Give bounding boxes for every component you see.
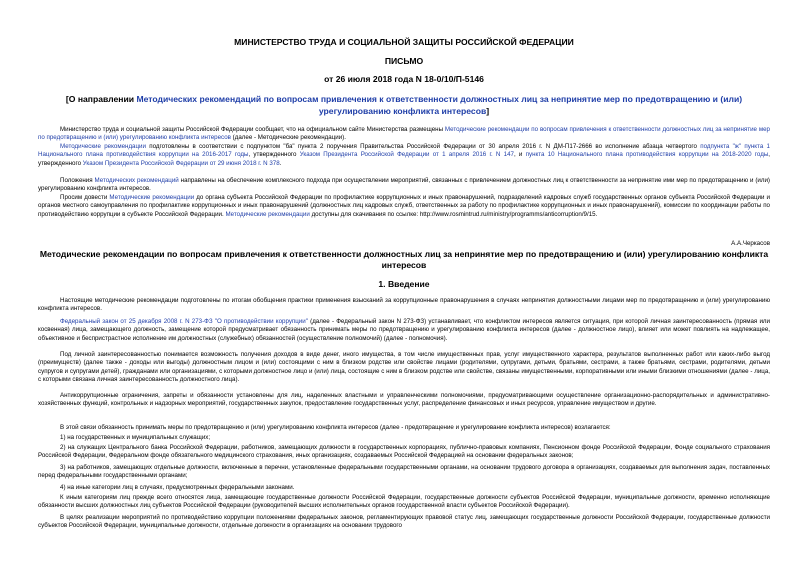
letter-paragraph-4 [38,194,770,219]
intro-paragraph-4: Антикоррупционные ограничения, запреты и обязанности установлены для лиц, наделенных властными и управленческими полномочиями, предусматривающими осуществление организационно-распорядительных и административно-хозяйственных функций, контрольных и надзорных мероприятий, государственных закупок, предоставление государственных услуг, распределение финансовых и иных ресурсов, управление имуществом и другие. [38,392,770,408]
recommendations-link[interactable]: Методических рекомендаций [94,177,179,184]
decree-378-link[interactable]: Указом Президента Российской Федерации от 29 июня 2018 г. N 378 [82,159,280,167]
text-run: Положения [60,177,95,184]
text-run: (далее - Федеральный закон N 273-ФЗ) устанавливает, что конфликтом интересов является ситуация, при которой личная заинтересованность (прямая или косвенная) лица, замещающего должность, замещение которой предусматривает обязанность принимать меры по предотвращению и урегулированию конфликта интересов (далее - должностное лицо), влияет или может повлиять на надлежащее, объективное и беспристрастное исполнение им должностных (служебных) обязанностей (осуществление полномочий) (далее - полномочия). [38,318,770,342]
signature: А.А.Черкасов [731,240,770,247]
recommendations-link[interactable]: Методические рекомендации [60,143,146,150]
list-item-4: 4) на иные категории лиц в случаях, предусмотренных федеральными законами. [60,484,295,491]
letter-paragraph-3 [38,177,770,194]
text-run: до органа субъекта Российской Федерации по профилактике коррупционных и иных правонарушений, подразделений кадровых служб государственных органов субъекта Российской Федерации и органов местного самоуправления по профилактике коррупционных и иных правонарушений (должностных лиц кадровых служб, ответственных за работу по профилактике коррупционных и иных правонарушений), комиссии по координации работы по противодействию коррупции в субъекте Российской Федерации. [38,194,770,218]
text-run: Просим довести [60,194,110,201]
text-run: , утвержденного [248,151,300,159]
text-run: (далее - Методические рекомендации). [230,134,346,142]
document-title [38,93,770,117]
intro-paragraph-5: В этой связи обязанность принимать меры по предотвращению и (или) урегулированию конфликта интересов (далее - предотвращение и урегулирование конфликта интересов) возлагается: [60,424,611,431]
national-plan-2018-link[interactable]: пункта 10 Национального плана противодействия коррупции на 2018-2020 годы [525,151,769,159]
recommendations-link[interactable]: Методические рекомендации по вопросам привлечения к ответственности должностных лиц за непринятие мер по предотвращению и (или) урегулированию конфликта интересов [38,126,770,142]
text-run: доступны для скачивания по ссылке: http://www.rosmintrud.ru/ministry/programms/anticorruption/9/15. [309,210,598,218]
decree-147-link[interactable]: Указом Президента Российской Федерации от 1 апреля 2016 г. N 147 [299,151,514,159]
letter-paragraph-2 [38,143,770,168]
intro-paragraph-2 [38,318,770,343]
ministry-name: МИНИСТЕРСТВО ТРУДА И СОЦИАЛЬНОЙ ЗАЩИТЫ РОССИЙСКОЙ ФЕДЕРАЦИИ [234,37,574,47]
text-run: , и [513,151,526,159]
text-run: . [279,159,282,167]
document-type: ПИСЬМО [384,56,424,66]
intro-paragraph-1: Настоящие методические рекомендации подготовлены по итогам обобщения практики применения взысканий за коррупционные правонарушения в случаях непринятия должностными лицами мер по предотвращению и (или) урегулированию конфликта интересов. [38,297,770,313]
text-run: направлены на обеспечение комплексного подхода при осуществлении мероприятий, связанных с привлечением должностных лиц к ответственности за непринятие ими мер по предотвращению и (или) урегулированию конфликта интересов. [38,177,770,193]
national-plan-2016-link[interactable]: подпункта "ж" пункта 1 Национального плана противодействия коррупции на 2016-2017 годы [38,143,770,159]
recommendations-link[interactable]: Методические рекомендации [109,194,195,201]
list-item-2: 2) на служащих Центрального банка Российской Федерации, работников, замещающих должности в государственных корпорациях, публично-правовых компаниях, Пенсионном фонде Российской Федерации, Фонде социального страхования Российской Федерации, Федеральном фонде обязательного медицинского страхования, иных организациях, создаваемых Российской Федерацией на основании федеральных законов; [38,444,770,460]
federal-law-273-link[interactable]: Федеральный закон от 25 декабря 2008 г. N 273-ФЗ "О противодействии коррупции" [60,318,308,325]
text-run: , утвержденного [38,151,771,167]
text-run: Министерство труда и социальной защиты Российской Федерации сообщает, что на официальном сайте Министерства размещены [60,126,445,133]
document-date: от 26 июля 2018 года N 18-0/10/П-5146 [324,74,484,84]
recommendations-link[interactable]: Методические рекомендации [225,210,310,218]
letter-paragraph-1 [38,126,770,143]
list-item-1: 1) на государственных и муниципальных служащих; [60,434,211,441]
intro-paragraph-6: К иным категориям лиц прежде всего относятся лица, замещающие государственные должности Российской Федерации, государственные должности субъектов Российской Федерации, муниципальные должности, временно исполняющие обязанности высших должностных лиц субъектов Российской Федерации (руководителей высших исполнительных органов государственной власти субъектов Российской Федерации). [38,494,770,510]
intro-paragraph-3: Под личной заинтересованностью понимается возможность получения доходов в виде денег, иного имущества, в том числе имущественных прав, услуг имущественного характера, результатов выполненных работ или каких-либо выгод (преимуществ) (далее также - доходы или выгоды) должностным лицом и (или) состоящими с ним в близком родстве или свойстве лицами (родителями, супругами, детьми, братьями, сестрами, а также братьями, сестрами, родителями, детьми супругов и супругами детей), гражданами или организациями, с которыми должностное лицо и (или) лица, состоящие с ним в близком родстве или свойстве, связаны имущественными, корпоративными или иными близкими отношениями (далее - лица, с которыми связана личная заинтересованность должностного лица). [38,351,770,384]
section-title: Методические рекомендации по вопросам привлечения к ответственности должностных лиц за непринятие мер по предотвращению и (или) урегулированию конфликта интересов [39,249,769,270]
title-suffix: ] [486,106,490,116]
title-prefix: [О направлении [65,94,137,104]
section-heading: 1. Введение [378,279,430,289]
text-run: подготовлены в соответствии с подпунктом "ба" пункта 2 поручения Правительства Российской Федерации от 30 апреля 2016 г. N ДМ-П17-2666 во исполнение абзаца четвертого [145,143,701,150]
list-item-3: 3) на работников, замещающих отдельные должности, включенные в перечни, установленные федеральными государственными органами, на основании трудового договора в организациях, создаваемых для выполнения задач, поставленных перед федеральными государственными органами; [38,464,770,480]
title-link[interactable]: Методических рекомендаций по вопросам привлечения к ответственности должностных лиц за непринятие мер по предотвращению и (или) урегулированию конфликта интересов [136,94,743,116]
intro-paragraph-7: В целях реализации мероприятий по противодействию коррупции положениями федеральных законов, регламентирующих правовой статус лиц, замещающих государственные должности Российской Федерации, государственные должности субъектов Российской Федерации, муниципальные должности, отдельные должности в организациях на основании трудового [38,514,770,530]
